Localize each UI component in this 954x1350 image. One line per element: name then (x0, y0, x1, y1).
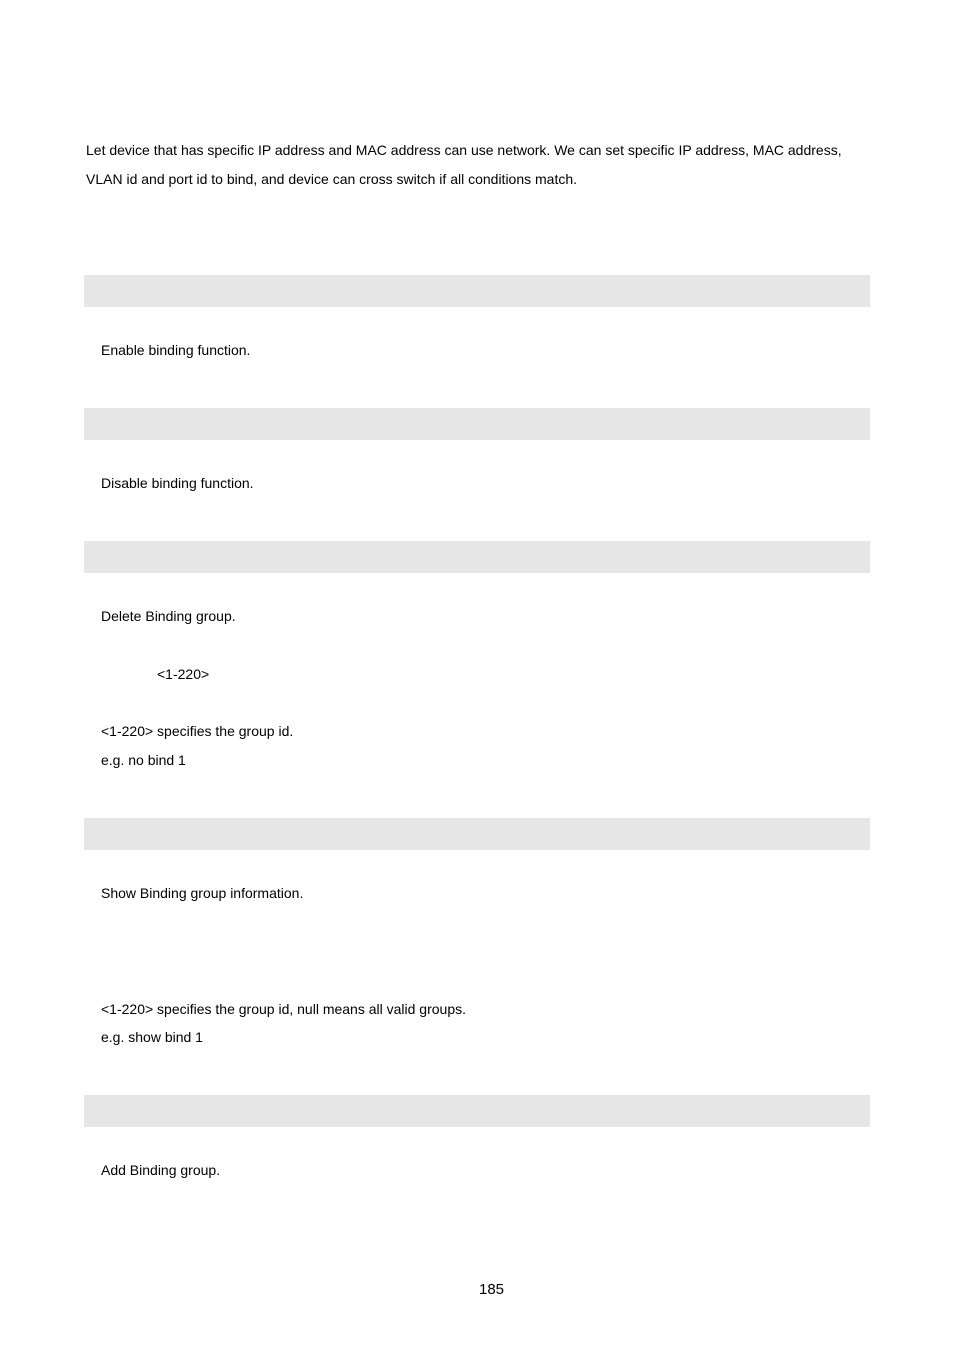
no-bind-example: e.g. no bind 1 (101, 752, 186, 768)
show-bind-param-description: <1-220> specifies the group id, null means all valid groups. (101, 1001, 466, 1017)
command-header-bar-disable (84, 408, 870, 440)
disable-description: Disable binding function. (101, 475, 254, 491)
intro-paragraph (86, 136, 886, 194)
add-bind-description: Add Binding group. (101, 1162, 221, 1178)
command-header-bar-add-bind (84, 1095, 870, 1127)
intro-line-1: Let device that has specific IP address and MAC address can use network. We can set specific IP address, MAC address, (86, 142, 842, 158)
no-bind-param-description: <1-220> specifies the group id. (101, 723, 294, 739)
no-bind-description: Delete Binding group. (101, 608, 236, 624)
enable-description: Enable binding function. (101, 342, 251, 358)
no-bind-syntax-param: <1-220> (157, 666, 210, 682)
page-number: 185 (478, 1281, 505, 1298)
show-bind-description: Show Binding group information. (101, 885, 304, 901)
command-header-bar-show-bind (84, 818, 870, 850)
show-bind-example: e.g. show bind 1 (101, 1029, 203, 1045)
command-header-bar-enable (84, 275, 870, 307)
command-header-bar-no-bind (84, 541, 870, 573)
intro-line-2: VLAN id and port id to bind, and device can cross switch if all conditions match. (86, 171, 578, 187)
